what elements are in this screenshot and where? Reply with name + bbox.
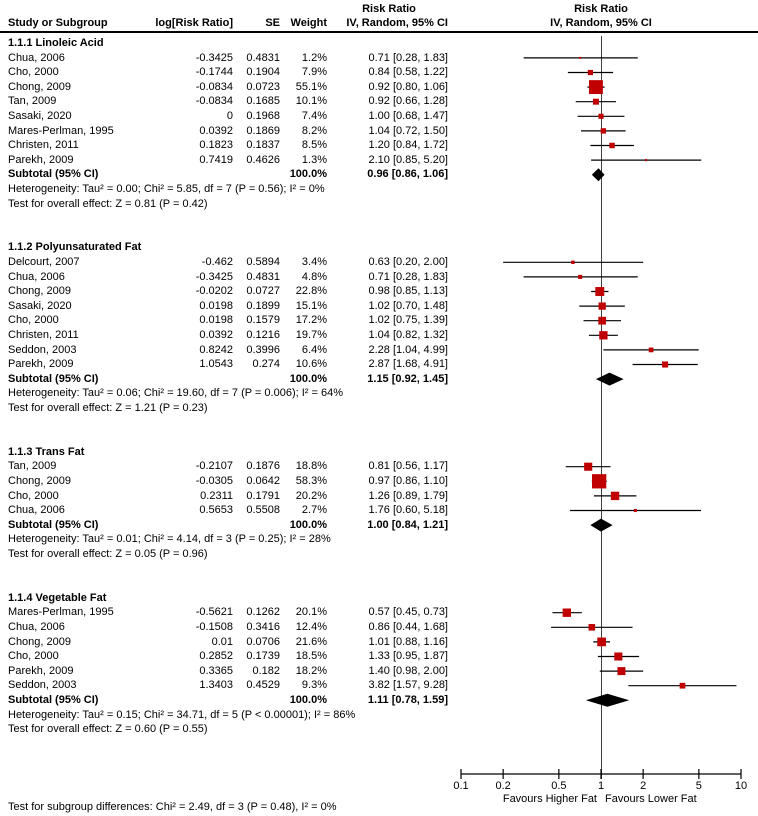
weight-value: 15.1% bbox=[295, 299, 327, 312]
axis-tick-label: 2 bbox=[640, 780, 647, 792]
axis-tick-label: 0.2 bbox=[495, 780, 511, 792]
study-row bbox=[0, 299, 460, 314]
study-name: Christen, 2011 bbox=[8, 139, 79, 152]
effect-square bbox=[617, 667, 625, 675]
study-row bbox=[0, 503, 460, 518]
log-rr-value: -0.3425 bbox=[195, 270, 233, 283]
se-value: 0.5894 bbox=[246, 256, 280, 268]
study-row bbox=[0, 65, 460, 80]
log-rr-value: 0.01 bbox=[211, 635, 233, 648]
effect-square bbox=[592, 474, 606, 488]
weight-value: 10.6% bbox=[295, 358, 327, 371]
ci-text: 0.63 [0.20, 2.00] bbox=[368, 256, 448, 268]
study-name: Sasaki, 2020 bbox=[8, 299, 72, 312]
study-name: Chua, 2006 bbox=[8, 621, 65, 633]
se-value: 0.4831 bbox=[246, 51, 280, 64]
axis-tick-label: 5 bbox=[695, 780, 702, 792]
log-rr-value: -0.0202 bbox=[195, 285, 233, 298]
study-row bbox=[0, 357, 460, 372]
se-value: 0.182 bbox=[252, 664, 280, 677]
se-value: 0.1739 bbox=[246, 650, 280, 663]
heterogeneity-text: Heterogeneity: Tau² = 0.00; Chi² = 5.85, df = 7 (P = 0.56); I² = 0% bbox=[8, 183, 325, 195]
se-value: 0.4626 bbox=[246, 153, 280, 166]
se-value: 0.0642 bbox=[246, 475, 280, 487]
weight-value: 9.3% bbox=[301, 679, 327, 692]
study-row bbox=[0, 459, 460, 474]
study-row bbox=[0, 80, 460, 95]
overall-effect-row bbox=[0, 401, 460, 416]
se-value: 0.0727 bbox=[246, 285, 280, 298]
effect-square bbox=[597, 638, 606, 647]
study-row bbox=[0, 255, 460, 270]
effect-square bbox=[662, 361, 668, 367]
se-value: 0.1899 bbox=[246, 299, 280, 312]
log-rr-value: -0.0305 bbox=[195, 475, 233, 487]
subtotal-weight: 100.0% bbox=[289, 694, 327, 706]
overall-effect-row bbox=[0, 547, 460, 562]
ci-text: 0.86 [0.44, 1.68] bbox=[368, 621, 448, 633]
weight-value: 8.5% bbox=[301, 139, 327, 152]
effect-square bbox=[589, 80, 603, 94]
ci-text: 0.81 [0.56, 1.17] bbox=[368, 460, 448, 473]
ci-text: 0.71 [0.28, 1.83] bbox=[368, 51, 448, 64]
study-name: Chua, 2006 bbox=[8, 504, 65, 517]
subtotal-ci: 0.96 [0.86, 1.06] bbox=[367, 168, 448, 181]
log-rr-value: 0.0198 bbox=[199, 314, 233, 327]
heterogeneity-text: Heterogeneity: Tau² = 0.06; Chi² = 19.60, df = 7 (P = 0.006); I² = 64% bbox=[8, 387, 343, 400]
effect-square bbox=[599, 302, 606, 309]
se-value: 0.1968 bbox=[246, 110, 280, 122]
ci-text: 0.57 [0.45, 0.73] bbox=[368, 606, 448, 619]
log-rr-value: 0.8242 bbox=[199, 343, 233, 356]
study-name: Cho, 2000 bbox=[8, 489, 59, 502]
effect-square bbox=[563, 609, 571, 617]
se-value: 0.4831 bbox=[246, 270, 280, 283]
ci-column-header-line2: IV, Random, 95% CI bbox=[346, 17, 448, 29]
effect-square bbox=[579, 57, 581, 59]
effect-square bbox=[578, 275, 582, 279]
log-rr-value: -0.2107 bbox=[195, 460, 233, 473]
heterogeneity-row bbox=[0, 532, 460, 547]
weight-value: 4.8% bbox=[301, 270, 327, 283]
se-value: 0.1579 bbox=[246, 314, 280, 327]
study-row bbox=[0, 620, 460, 635]
log-rr-value: 1.3403 bbox=[199, 679, 233, 692]
subtotal-row bbox=[0, 693, 460, 708]
study-name: Chong, 2009 bbox=[8, 635, 71, 648]
heterogeneity-text: Heterogeneity: Tau² = 0.01; Chi² = 4.14, df = 3 (P = 0.25); I² = 28% bbox=[8, 533, 331, 546]
weight-value: 7.4% bbox=[301, 110, 327, 122]
se-value: 0.0723 bbox=[246, 80, 280, 93]
log-rr-value: 0.2852 bbox=[199, 650, 233, 663]
weight-value: 1.3% bbox=[301, 153, 327, 166]
se-value: 0.0706 bbox=[246, 635, 280, 648]
se-value: 0.3416 bbox=[246, 621, 280, 633]
ci-text: 1.33 [0.95, 1.87] bbox=[368, 650, 448, 663]
plot-column-header-line1: Risk Ratio bbox=[574, 3, 628, 15]
subtotal-row bbox=[0, 518, 460, 533]
subgroup-label: 1.1.2 Polyunsaturated Fat bbox=[8, 241, 142, 254]
ci-text: 1.04 [0.82, 1.32] bbox=[368, 329, 448, 341]
axis-tick-label: 0.1 bbox=[453, 780, 469, 792]
study-row bbox=[0, 328, 460, 343]
ci-text: 1.01 [0.88, 1.16] bbox=[368, 635, 448, 648]
log-rr-value: -0.462 bbox=[201, 256, 233, 268]
study-row bbox=[0, 343, 460, 358]
axis-tick-label: 10 bbox=[734, 780, 748, 792]
weight-value: 6.4% bbox=[301, 343, 327, 356]
axis-tick-label: 1 bbox=[597, 780, 605, 792]
heterogeneity-row bbox=[0, 182, 460, 197]
ci-text: 1.40 [0.98, 2.00] bbox=[368, 664, 448, 677]
subtotal-row bbox=[0, 372, 460, 387]
ci-text: 0.98 [0.85, 1.13] bbox=[368, 285, 448, 298]
subtotal-ci: 1.00 [0.84, 1.21] bbox=[367, 518, 448, 531]
study-name: Seddon, 2003 bbox=[8, 343, 77, 356]
subtotal-diamond bbox=[586, 694, 629, 707]
overall-effect-row bbox=[0, 197, 460, 212]
effect-square bbox=[599, 331, 607, 339]
study-name: Cho, 2000 bbox=[8, 650, 59, 663]
effect-square bbox=[571, 261, 574, 264]
study-row bbox=[0, 474, 460, 489]
weight-column-header: Weight bbox=[290, 17, 327, 29]
log-rr-value: -0.5621 bbox=[195, 606, 233, 619]
effect-square bbox=[588, 70, 593, 75]
se-column-header: SE bbox=[265, 17, 280, 29]
weight-value: 58.3% bbox=[295, 475, 327, 487]
weight-value: 7.9% bbox=[301, 66, 327, 79]
ci-text: 1.02 [0.75, 1.39] bbox=[368, 314, 448, 327]
log-rr-value: 0.5653 bbox=[199, 504, 233, 517]
study-name: Christen, 2011 bbox=[8, 329, 79, 341]
study-name: Delcourt, 2007 bbox=[8, 256, 80, 268]
subtotal-weight: 100.0% bbox=[289, 372, 327, 385]
weight-value: 55.1% bbox=[295, 80, 327, 93]
ci-text: 0.92 [0.80, 1.06] bbox=[368, 80, 448, 93]
axis-tick-label: 0.5 bbox=[551, 780, 567, 792]
weight-value: 10.1% bbox=[295, 95, 327, 108]
subtotal-label: Subtotal (95% CI) bbox=[8, 694, 99, 706]
log-rr-value: -0.0834 bbox=[195, 80, 233, 93]
study-name: Chong, 2009 bbox=[8, 285, 71, 298]
study-name: Cho, 2000 bbox=[8, 314, 59, 327]
subgroup-label: 1.1.3 Trans Fat bbox=[8, 445, 85, 458]
weight-value: 1.2% bbox=[301, 51, 327, 64]
subgroup-header-row bbox=[0, 240, 460, 255]
effect-square bbox=[598, 317, 606, 325]
effect-square bbox=[649, 348, 654, 353]
weight-value: 18.2% bbox=[295, 664, 327, 677]
study-name: Mares-Perlman, 1995 bbox=[8, 606, 114, 619]
effect-square bbox=[611, 492, 619, 500]
subtotal-ci: 1.11 [0.78, 1.59] bbox=[367, 694, 448, 706]
ci-text: 0.97 [0.86, 1.10] bbox=[368, 475, 448, 487]
ci-text: 1.76 [0.60, 5.18] bbox=[368, 504, 448, 517]
subtotal-ci: 1.15 [0.92, 1.45] bbox=[367, 372, 448, 385]
weight-value: 18.5% bbox=[295, 650, 327, 663]
subtotal-diamond bbox=[590, 519, 612, 532]
effect-square bbox=[589, 624, 596, 631]
se-value: 0.1876 bbox=[246, 460, 280, 473]
se-value: 0.3996 bbox=[246, 343, 280, 356]
subtotal-label: Subtotal (95% CI) bbox=[8, 168, 99, 181]
se-value: 0.1837 bbox=[246, 139, 280, 152]
subgroup-label: 1.1.1 Linoleic Acid bbox=[8, 37, 104, 49]
log-rr-column-header: log[Risk Ratio] bbox=[155, 17, 233, 29]
effect-square bbox=[595, 287, 604, 296]
study-row bbox=[0, 109, 460, 124]
weight-value: 17.2% bbox=[295, 314, 327, 327]
study-name: Mares-Perlman, 1995 bbox=[8, 124, 114, 137]
se-value: 0.1216 bbox=[246, 329, 280, 341]
weight-value: 22.8% bbox=[295, 285, 327, 298]
effect-square bbox=[609, 143, 614, 148]
overall-effect-text: Test for overall effect: Z = 0.81 (P = 0.42) bbox=[8, 197, 208, 210]
log-rr-value: 0.2311 bbox=[200, 489, 233, 502]
ci-text: 1.20 [0.84, 1.72] bbox=[368, 139, 448, 152]
study-column-header: Study or Subgroup bbox=[8, 17, 108, 29]
study-name: Cho, 2000 bbox=[8, 66, 59, 79]
study-name: Parekh, 2009 bbox=[8, 153, 74, 166]
weight-value: 2.7% bbox=[301, 504, 327, 517]
log-rr-value: 0.1823 bbox=[199, 139, 233, 152]
subtotal-label: Subtotal (95% CI) bbox=[8, 372, 99, 385]
heterogeneity-row bbox=[0, 708, 460, 723]
se-value: 0.1685 bbox=[246, 95, 280, 108]
ci-text: 2.28 [1.04, 4.99] bbox=[368, 343, 448, 356]
weight-value: 20.2% bbox=[295, 489, 327, 502]
effect-square bbox=[601, 128, 606, 133]
ci-column-header-line1: Risk Ratio bbox=[362, 3, 416, 15]
study-row bbox=[0, 605, 460, 620]
study-row bbox=[0, 678, 460, 693]
ci-text: 1.26 [0.89, 1.79] bbox=[368, 489, 448, 502]
study-row bbox=[0, 270, 460, 285]
subgroup-header-row bbox=[0, 445, 460, 460]
log-rr-value: 0.3365 bbox=[199, 664, 233, 677]
favours-left-label: Favours Higher Fat bbox=[502, 793, 597, 805]
subtotal-diamond bbox=[592, 168, 605, 181]
effect-square bbox=[634, 509, 637, 512]
log-rr-value: 0.0198 bbox=[199, 299, 233, 312]
weight-value: 18.8% bbox=[295, 460, 327, 473]
study-name: Parekh, 2009 bbox=[8, 358, 74, 371]
ci-text: 3.82 [1.57, 9.28] bbox=[368, 679, 448, 692]
study-name: Tan, 2009 bbox=[8, 460, 57, 473]
log-rr-value: 0.7419 bbox=[199, 153, 233, 166]
study-row bbox=[0, 138, 460, 153]
log-rr-value: 1.0543 bbox=[199, 358, 233, 371]
effect-square bbox=[645, 159, 647, 161]
se-value: 0.274 bbox=[252, 358, 280, 371]
overall-effect-text: Test for overall effect: Z = 0.60 (P = 0.55) bbox=[8, 723, 208, 736]
study-name: Chong, 2009 bbox=[8, 475, 71, 487]
effect-square bbox=[614, 652, 622, 660]
subtotal-label: Subtotal (95% CI) bbox=[8, 518, 99, 531]
weight-value: 21.6% bbox=[295, 635, 327, 648]
heterogeneity-text: Heterogeneity: Tau² = 0.15; Chi² = 34.71, df = 5 (P < 0.00001); I² = 86% bbox=[8, 708, 356, 721]
subtotal-row bbox=[0, 167, 460, 182]
study-row bbox=[0, 664, 460, 679]
overall-effect-text: Test for overall effect: Z = 0.05 (P = 0.96) bbox=[8, 548, 208, 560]
ci-text: 0.92 [0.66, 1.28] bbox=[368, 95, 448, 108]
favours-right-label: Favours Lower Fat bbox=[605, 793, 697, 805]
ci-text: 1.04 [0.72, 1.50] bbox=[368, 124, 448, 137]
log-rr-value: -0.1508 bbox=[195, 621, 233, 633]
se-value: 0.4529 bbox=[246, 679, 280, 692]
subgroup-label: 1.1.4 Vegetable Fat bbox=[8, 591, 107, 604]
log-rr-value: 0.0392 bbox=[199, 329, 233, 341]
ci-text: 2.10 [0.85, 5.20] bbox=[368, 153, 448, 166]
ci-text: 1.00 [0.68, 1.47] bbox=[368, 110, 448, 122]
weight-value: 3.4% bbox=[301, 256, 327, 268]
weight-value: 8.2% bbox=[301, 124, 327, 137]
heterogeneity-row bbox=[0, 386, 460, 401]
subgroup-differences-note: Test for subgroup differences: Chi² = 2.49, df = 3 (P = 0.48), I² = 0% bbox=[8, 801, 337, 813]
se-value: 0.5508 bbox=[246, 504, 280, 517]
subgroup-header-row bbox=[0, 36, 460, 51]
weight-value: 12.4% bbox=[295, 621, 327, 633]
study-row bbox=[0, 153, 460, 168]
log-rr-value: -0.1744 bbox=[195, 66, 233, 79]
se-value: 0.1262 bbox=[246, 606, 280, 619]
log-rr-value: 0 bbox=[226, 110, 233, 122]
study-row bbox=[0, 51, 460, 66]
study-row bbox=[0, 124, 460, 139]
log-rr-value: -0.3425 bbox=[195, 51, 233, 64]
plot-column-header-line2: IV, Random, 95% CI bbox=[550, 17, 652, 29]
study-name: Sasaki, 2020 bbox=[8, 110, 72, 122]
ci-text: 0.84 [0.58, 1.22] bbox=[368, 66, 448, 79]
ci-text: 0.71 [0.28, 1.83] bbox=[368, 270, 448, 283]
subgroup-header-row bbox=[0, 591, 460, 606]
overall-effect-text: Test for overall effect: Z = 1.21 (P = 0.23) bbox=[8, 402, 208, 414]
study-name: Seddon, 2003 bbox=[8, 679, 77, 692]
overall-effect-row bbox=[0, 722, 460, 737]
study-row bbox=[0, 313, 460, 328]
study-row bbox=[0, 489, 460, 504]
effect-square bbox=[598, 114, 603, 119]
study-row bbox=[0, 94, 460, 109]
subtotal-weight: 100.0% bbox=[289, 518, 327, 531]
ci-text: 2.87 [1.68, 4.91] bbox=[368, 358, 448, 371]
effect-square bbox=[680, 683, 686, 689]
study-name: Parekh, 2009 bbox=[8, 664, 74, 677]
study-name: Tan, 2009 bbox=[8, 95, 57, 108]
log-rr-value: 0.0392 bbox=[199, 124, 233, 137]
se-value: 0.1904 bbox=[246, 66, 280, 79]
effect-square bbox=[584, 463, 592, 471]
ci-text: 1.02 [0.70, 1.48] bbox=[368, 299, 448, 312]
se-value: 0.1869 bbox=[246, 124, 280, 137]
weight-value: 19.7% bbox=[295, 329, 327, 341]
se-value: 0.1791 bbox=[246, 489, 280, 502]
weight-value: 20.1% bbox=[295, 606, 327, 619]
subtotal-diamond bbox=[596, 373, 624, 386]
subtotal-weight: 100.0% bbox=[289, 168, 327, 181]
study-row bbox=[0, 635, 460, 650]
study-name: Chua, 2006 bbox=[8, 270, 65, 283]
log-rr-value: -0.0834 bbox=[195, 95, 233, 108]
study-row bbox=[0, 284, 460, 299]
study-row bbox=[0, 649, 460, 664]
effect-square bbox=[593, 99, 599, 105]
study-name: Chong, 2009 bbox=[8, 80, 71, 93]
study-name: Chua, 2006 bbox=[8, 51, 65, 64]
